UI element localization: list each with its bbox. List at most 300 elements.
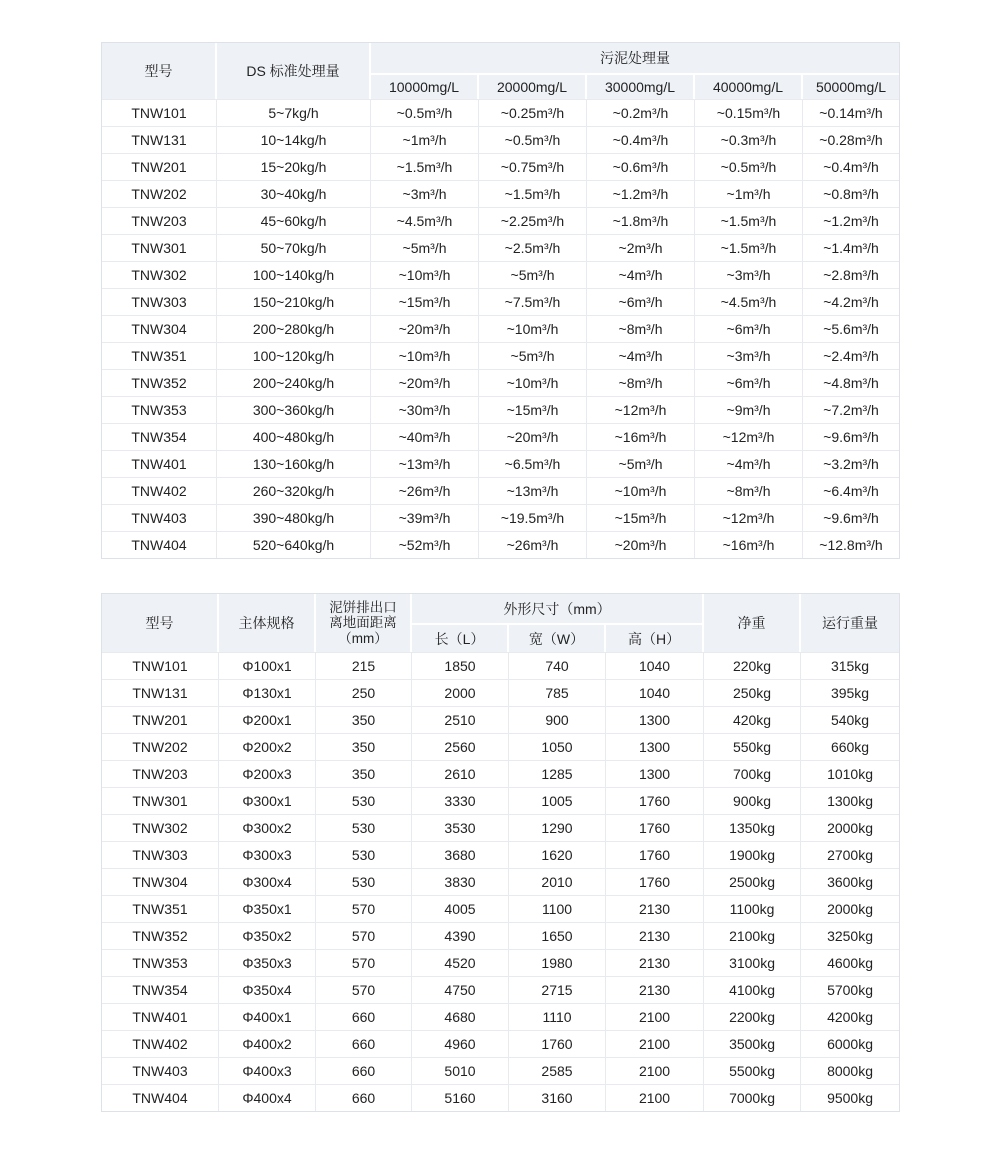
value-cell: 5500kg [704, 1057, 801, 1084]
model-cell: TNW303 [102, 288, 217, 315]
value-cell: 390~480kg/h [217, 504, 371, 531]
table-row [102, 396, 899, 423]
value-cell: ~2.8m³/h [803, 261, 899, 288]
value-cell: 1350kg [704, 814, 801, 841]
value-cell: 660 [316, 1030, 412, 1057]
value-cell: 3330 [412, 787, 509, 814]
value-cell: 1100kg [704, 895, 801, 922]
value-cell: Φ400x3 [219, 1057, 316, 1084]
model-cell: TNW301 [102, 787, 219, 814]
value-cell: 660 [316, 1057, 412, 1084]
value-cell: ~12m³/h [695, 423, 803, 450]
value-cell: 2200kg [704, 1003, 801, 1030]
model-cell: TNW352 [102, 922, 219, 949]
value-cell: 350 [316, 733, 412, 760]
value-cell: 570 [316, 895, 412, 922]
model-cell: TNW201 [102, 706, 219, 733]
value-cell: ~8m³/h [587, 369, 695, 396]
value-cell: 30~40kg/h [217, 180, 371, 207]
value-cell: 2715 [509, 976, 606, 1003]
throughput-table-header [102, 43, 899, 99]
value-cell: 10~14kg/h [217, 126, 371, 153]
value-cell: ~9m³/h [695, 396, 803, 423]
table-row [102, 1030, 899, 1057]
value-cell: 260~320kg/h [217, 477, 371, 504]
value-cell: 8000kg [801, 1057, 899, 1084]
value-cell: ~10m³/h [371, 342, 479, 369]
value-cell: ~15m³/h [371, 288, 479, 315]
table-row [102, 477, 899, 504]
value-cell: 1620 [509, 841, 606, 868]
table-row [102, 342, 899, 369]
model-cell: TNW304 [102, 868, 219, 895]
value-cell: 2130 [606, 895, 704, 922]
value-cell: 15~20kg/h [217, 153, 371, 180]
model-cell: TNW301 [102, 234, 217, 261]
throughput-table [101, 42, 900, 559]
value-cell: 1300 [606, 733, 704, 760]
value-cell: 4520 [412, 949, 509, 976]
value-cell: ~0.5m³/h [695, 153, 803, 180]
value-cell: 420kg [704, 706, 801, 733]
value-cell: ~2.5m³/h [479, 234, 587, 261]
value-cell: 2100 [606, 1057, 704, 1084]
table-row [102, 531, 899, 558]
table-row [102, 868, 899, 895]
value-cell: 1300kg [801, 787, 899, 814]
model-cell: TNW202 [102, 180, 217, 207]
table-row [102, 949, 899, 976]
value-cell: 100~120kg/h [217, 342, 371, 369]
value-cell: ~9.6m³/h [803, 423, 899, 450]
value-cell: 4960 [412, 1030, 509, 1057]
header-body-spec: 主体规格 [219, 594, 316, 652]
model-cell: TNW404 [102, 531, 217, 558]
value-cell: 315kg [801, 652, 899, 679]
header-width: 宽（W） [509, 623, 606, 652]
value-cell: 660kg [801, 733, 899, 760]
model-cell: TNW201 [102, 153, 217, 180]
model-cell: TNW353 [102, 396, 217, 423]
value-cell: 250kg [704, 679, 801, 706]
header-height: 高（H） [606, 623, 704, 652]
value-cell: 2585 [509, 1057, 606, 1084]
value-cell: 4005 [412, 895, 509, 922]
value-cell: 570 [316, 949, 412, 976]
value-cell: 1980 [509, 949, 606, 976]
model-cell: TNW401 [102, 1003, 219, 1030]
throughput-table-body [102, 99, 899, 558]
model-cell: TNW131 [102, 679, 219, 706]
value-cell: 400~480kg/h [217, 423, 371, 450]
value-cell: ~0.15m³/h [695, 99, 803, 126]
value-cell: ~0.75m³/h [479, 153, 587, 180]
value-cell: 1285 [509, 760, 606, 787]
value-cell: Φ350x2 [219, 922, 316, 949]
table-row [102, 787, 899, 814]
table-row [102, 1084, 899, 1111]
value-cell: 1650 [509, 922, 606, 949]
value-cell: ~0.6m³/h [587, 153, 695, 180]
value-cell: 1040 [606, 679, 704, 706]
header-model: 型号 [102, 594, 219, 652]
value-cell: ~1.5m³/h [479, 180, 587, 207]
table-row [102, 153, 899, 180]
model-cell: TNW402 [102, 1030, 219, 1057]
value-cell: ~20m³/h [479, 423, 587, 450]
value-cell: ~1.2m³/h [803, 207, 899, 234]
table-row [102, 652, 899, 679]
model-cell: TNW353 [102, 949, 219, 976]
table-row [102, 679, 899, 706]
dimensions-table-header [102, 594, 899, 652]
value-cell: ~8m³/h [695, 477, 803, 504]
value-cell: ~5.6m³/h [803, 315, 899, 342]
value-cell: ~4m³/h [587, 261, 695, 288]
model-cell: TNW131 [102, 126, 217, 153]
value-cell: Φ130x1 [219, 679, 316, 706]
value-cell: ~8m³/h [587, 315, 695, 342]
model-cell: TNW203 [102, 760, 219, 787]
value-cell: 1110 [509, 1003, 606, 1030]
value-cell: 220kg [704, 652, 801, 679]
value-cell: ~0.5m³/h [479, 126, 587, 153]
value-cell: ~5m³/h [479, 261, 587, 288]
value-cell: ~1m³/h [695, 180, 803, 207]
table-row [102, 814, 899, 841]
table-row [102, 504, 899, 531]
value-cell: ~5m³/h [587, 450, 695, 477]
value-cell: 1760 [606, 814, 704, 841]
value-cell: 100~140kg/h [217, 261, 371, 288]
value-cell: Φ350x4 [219, 976, 316, 1003]
value-cell: ~26m³/h [371, 477, 479, 504]
header-net-weight: 净重 [704, 594, 801, 652]
value-cell: 5700kg [801, 976, 899, 1003]
value-cell: ~26m³/h [479, 531, 587, 558]
value-cell: ~4.8m³/h [803, 369, 899, 396]
value-cell: 1005 [509, 787, 606, 814]
value-cell: ~15m³/h [479, 396, 587, 423]
table-row [102, 180, 899, 207]
value-cell: ~4m³/h [587, 342, 695, 369]
value-cell: ~30m³/h [371, 396, 479, 423]
header-dimensions-group: 外形尺寸（mm） [412, 594, 704, 623]
model-cell: TNW101 [102, 652, 219, 679]
value-cell: ~5m³/h [479, 342, 587, 369]
model-cell: TNW302 [102, 814, 219, 841]
model-cell: TNW354 [102, 423, 217, 450]
value-cell: 4680 [412, 1003, 509, 1030]
value-cell: 5010 [412, 1057, 509, 1084]
header-ds-capacity: DS 标准处理量 [217, 43, 371, 99]
model-cell: TNW352 [102, 369, 217, 396]
table-row [102, 841, 899, 868]
value-cell: 2000kg [801, 814, 899, 841]
value-cell: 2510 [412, 706, 509, 733]
model-cell: TNW403 [102, 504, 217, 531]
value-cell: 2100kg [704, 922, 801, 949]
model-cell: TNW303 [102, 841, 219, 868]
model-cell: TNW404 [102, 1084, 219, 1111]
value-cell: ~0.3m³/h [695, 126, 803, 153]
table-row [102, 1003, 899, 1030]
header-concentration-30000: 30000mg/L [587, 73, 695, 99]
value-cell: ~10m³/h [371, 261, 479, 288]
value-cell: 215 [316, 652, 412, 679]
value-cell: ~12.8m³/h [803, 531, 899, 558]
value-cell: ~12m³/h [587, 396, 695, 423]
model-cell: TNW101 [102, 99, 217, 126]
header-outlet-height [316, 594, 412, 652]
value-cell: ~10m³/h [587, 477, 695, 504]
value-cell: ~15m³/h [587, 504, 695, 531]
value-cell: 5~7kg/h [217, 99, 371, 126]
value-cell: 2130 [606, 922, 704, 949]
value-cell: Φ300x1 [219, 787, 316, 814]
value-cell: ~9.6m³/h [803, 504, 899, 531]
value-cell: 1040 [606, 652, 704, 679]
value-cell: 6000kg [801, 1030, 899, 1057]
value-cell: 2560 [412, 733, 509, 760]
value-cell: ~0.8m³/h [803, 180, 899, 207]
table-row [102, 733, 899, 760]
value-cell: ~1.2m³/h [587, 180, 695, 207]
value-cell: 2130 [606, 976, 704, 1003]
value-cell: 3830 [412, 868, 509, 895]
value-cell: ~16m³/h [695, 531, 803, 558]
value-cell: ~0.4m³/h [803, 153, 899, 180]
value-cell: 4200kg [801, 1003, 899, 1030]
value-cell: ~6m³/h [695, 369, 803, 396]
table-row [102, 895, 899, 922]
model-cell: TNW202 [102, 733, 219, 760]
value-cell: ~4.5m³/h [371, 207, 479, 234]
model-cell: TNW354 [102, 976, 219, 1003]
value-cell: 660 [316, 1003, 412, 1030]
header-model: 型号 [102, 43, 217, 99]
value-cell: Φ350x3 [219, 949, 316, 976]
value-cell: 3600kg [801, 868, 899, 895]
table-row [102, 423, 899, 450]
value-cell: 300~360kg/h [217, 396, 371, 423]
value-cell: ~3.2m³/h [803, 450, 899, 477]
value-cell: ~0.28m³/h [803, 126, 899, 153]
model-cell: TNW203 [102, 207, 217, 234]
value-cell: Φ200x1 [219, 706, 316, 733]
value-cell: ~2m³/h [587, 234, 695, 261]
value-cell: 1300 [606, 706, 704, 733]
value-cell: 900 [509, 706, 606, 733]
value-cell: 530 [316, 787, 412, 814]
value-cell: 2700kg [801, 841, 899, 868]
header-concentration-50000: 50000mg/L [803, 73, 899, 99]
value-cell: 5160 [412, 1084, 509, 1111]
value-cell: ~6m³/h [587, 288, 695, 315]
value-cell: 7000kg [704, 1084, 801, 1111]
value-cell: ~6.5m³/h [479, 450, 587, 477]
header-outlet-height-line1: 泥饼排出口 [329, 599, 397, 615]
dimensions-table [101, 593, 900, 1112]
value-cell: ~0.14m³/h [803, 99, 899, 126]
value-cell: Φ300x4 [219, 868, 316, 895]
value-cell: 3530 [412, 814, 509, 841]
header-operating-weight: 运行重量 [801, 594, 899, 652]
value-cell: ~2.4m³/h [803, 342, 899, 369]
value-cell: ~1.4m³/h [803, 234, 899, 261]
value-cell: 2500kg [704, 868, 801, 895]
value-cell: ~10m³/h [479, 315, 587, 342]
value-cell: 395kg [801, 679, 899, 706]
value-cell: 1300 [606, 760, 704, 787]
value-cell: 740 [509, 652, 606, 679]
value-cell: 350 [316, 760, 412, 787]
header-concentration-10000: 10000mg/L [371, 73, 479, 99]
model-cell: TNW401 [102, 450, 217, 477]
value-cell: 250 [316, 679, 412, 706]
value-cell: 540kg [801, 706, 899, 733]
value-cell: 3500kg [704, 1030, 801, 1057]
value-cell: 50~70kg/h [217, 234, 371, 261]
header-concentration-20000: 20000mg/L [479, 73, 587, 99]
value-cell: ~40m³/h [371, 423, 479, 450]
value-cell: 150~210kg/h [217, 288, 371, 315]
model-cell: TNW402 [102, 477, 217, 504]
value-cell: 2000 [412, 679, 509, 706]
table-row [102, 706, 899, 733]
value-cell: ~39m³/h [371, 504, 479, 531]
value-cell: ~4.5m³/h [695, 288, 803, 315]
value-cell: ~2.25m³/h [479, 207, 587, 234]
value-cell: 550kg [704, 733, 801, 760]
value-cell: 530 [316, 868, 412, 895]
value-cell: ~52m³/h [371, 531, 479, 558]
value-cell: 520~640kg/h [217, 531, 371, 558]
value-cell: ~7.5m³/h [479, 288, 587, 315]
value-cell: 9500kg [801, 1084, 899, 1111]
value-cell: ~20m³/h [371, 369, 479, 396]
value-cell: ~0.2m³/h [587, 99, 695, 126]
value-cell: ~20m³/h [371, 315, 479, 342]
value-cell: 3100kg [704, 949, 801, 976]
value-cell: 2010 [509, 868, 606, 895]
value-cell: 130~160kg/h [217, 450, 371, 477]
value-cell: Φ300x2 [219, 814, 316, 841]
value-cell: 3250kg [801, 922, 899, 949]
table-row [102, 450, 899, 477]
value-cell: Φ200x3 [219, 760, 316, 787]
value-cell: ~19.5m³/h [479, 504, 587, 531]
value-cell: ~3m³/h [695, 261, 803, 288]
value-cell: Φ400x4 [219, 1084, 316, 1111]
value-cell: 1760 [606, 868, 704, 895]
value-cell: 1100 [509, 895, 606, 922]
model-cell: TNW351 [102, 895, 219, 922]
value-cell: 2100 [606, 1030, 704, 1057]
table-row [102, 976, 899, 1003]
model-cell: TNW302 [102, 261, 217, 288]
value-cell: 900kg [704, 787, 801, 814]
value-cell: 2610 [412, 760, 509, 787]
value-cell: 1760 [509, 1030, 606, 1057]
value-cell: 45~60kg/h [217, 207, 371, 234]
value-cell: 4390 [412, 922, 509, 949]
value-cell: 2130 [606, 949, 704, 976]
value-cell: 700kg [704, 760, 801, 787]
value-cell: Φ400x1 [219, 1003, 316, 1030]
value-cell: 2100 [606, 1084, 704, 1111]
value-cell: 350 [316, 706, 412, 733]
value-cell: ~7.2m³/h [803, 396, 899, 423]
value-cell: Φ350x1 [219, 895, 316, 922]
value-cell: ~5m³/h [371, 234, 479, 261]
value-cell: ~3m³/h [371, 180, 479, 207]
header-length: 长（L） [412, 623, 509, 652]
value-cell: ~12m³/h [695, 504, 803, 531]
value-cell: ~1m³/h [371, 126, 479, 153]
value-cell: 530 [316, 814, 412, 841]
value-cell: 2000kg [801, 895, 899, 922]
value-cell: 785 [509, 679, 606, 706]
value-cell: ~1.5m³/h [695, 207, 803, 234]
value-cell: ~4.2m³/h [803, 288, 899, 315]
value-cell: Φ200x2 [219, 733, 316, 760]
value-cell: 1290 [509, 814, 606, 841]
dimensions-table-body [102, 652, 899, 1111]
header-outlet-height-line3: （mm） [338, 630, 388, 646]
table-row [102, 234, 899, 261]
value-cell: ~1.5m³/h [695, 234, 803, 261]
value-cell: ~6.4m³/h [803, 477, 899, 504]
value-cell: Φ300x3 [219, 841, 316, 868]
value-cell: ~1.5m³/h [371, 153, 479, 180]
value-cell: ~13m³/h [479, 477, 587, 504]
header-outlet-height-line2: 离地面距离 [329, 615, 397, 631]
value-cell: 1760 [606, 841, 704, 868]
value-cell: ~0.25m³/h [479, 99, 587, 126]
table-row [102, 99, 899, 126]
table-row [102, 315, 899, 342]
value-cell: 2100 [606, 1003, 704, 1030]
value-cell: 4100kg [704, 976, 801, 1003]
header-concentration-40000: 40000mg/L [695, 73, 803, 99]
header-sludge-group: 污泥处理量 [371, 43, 899, 73]
value-cell: ~1.8m³/h [587, 207, 695, 234]
value-cell: 200~240kg/h [217, 369, 371, 396]
table-row [102, 1057, 899, 1084]
table-row [102, 288, 899, 315]
value-cell: ~4m³/h [695, 450, 803, 477]
value-cell: 1850 [412, 652, 509, 679]
model-cell: TNW304 [102, 315, 217, 342]
value-cell: 660 [316, 1084, 412, 1111]
value-cell: 200~280kg/h [217, 315, 371, 342]
model-cell: TNW351 [102, 342, 217, 369]
value-cell: ~6m³/h [695, 315, 803, 342]
value-cell: 530 [316, 841, 412, 868]
value-cell: 1010kg [801, 760, 899, 787]
table-row [102, 760, 899, 787]
value-cell: ~20m³/h [587, 531, 695, 558]
table-row [102, 207, 899, 234]
value-cell: 1050 [509, 733, 606, 760]
value-cell: 4750 [412, 976, 509, 1003]
value-cell: 4600kg [801, 949, 899, 976]
value-cell: ~0.4m³/h [587, 126, 695, 153]
table-row [102, 126, 899, 153]
value-cell: ~10m³/h [479, 369, 587, 396]
value-cell: 3160 [509, 1084, 606, 1111]
